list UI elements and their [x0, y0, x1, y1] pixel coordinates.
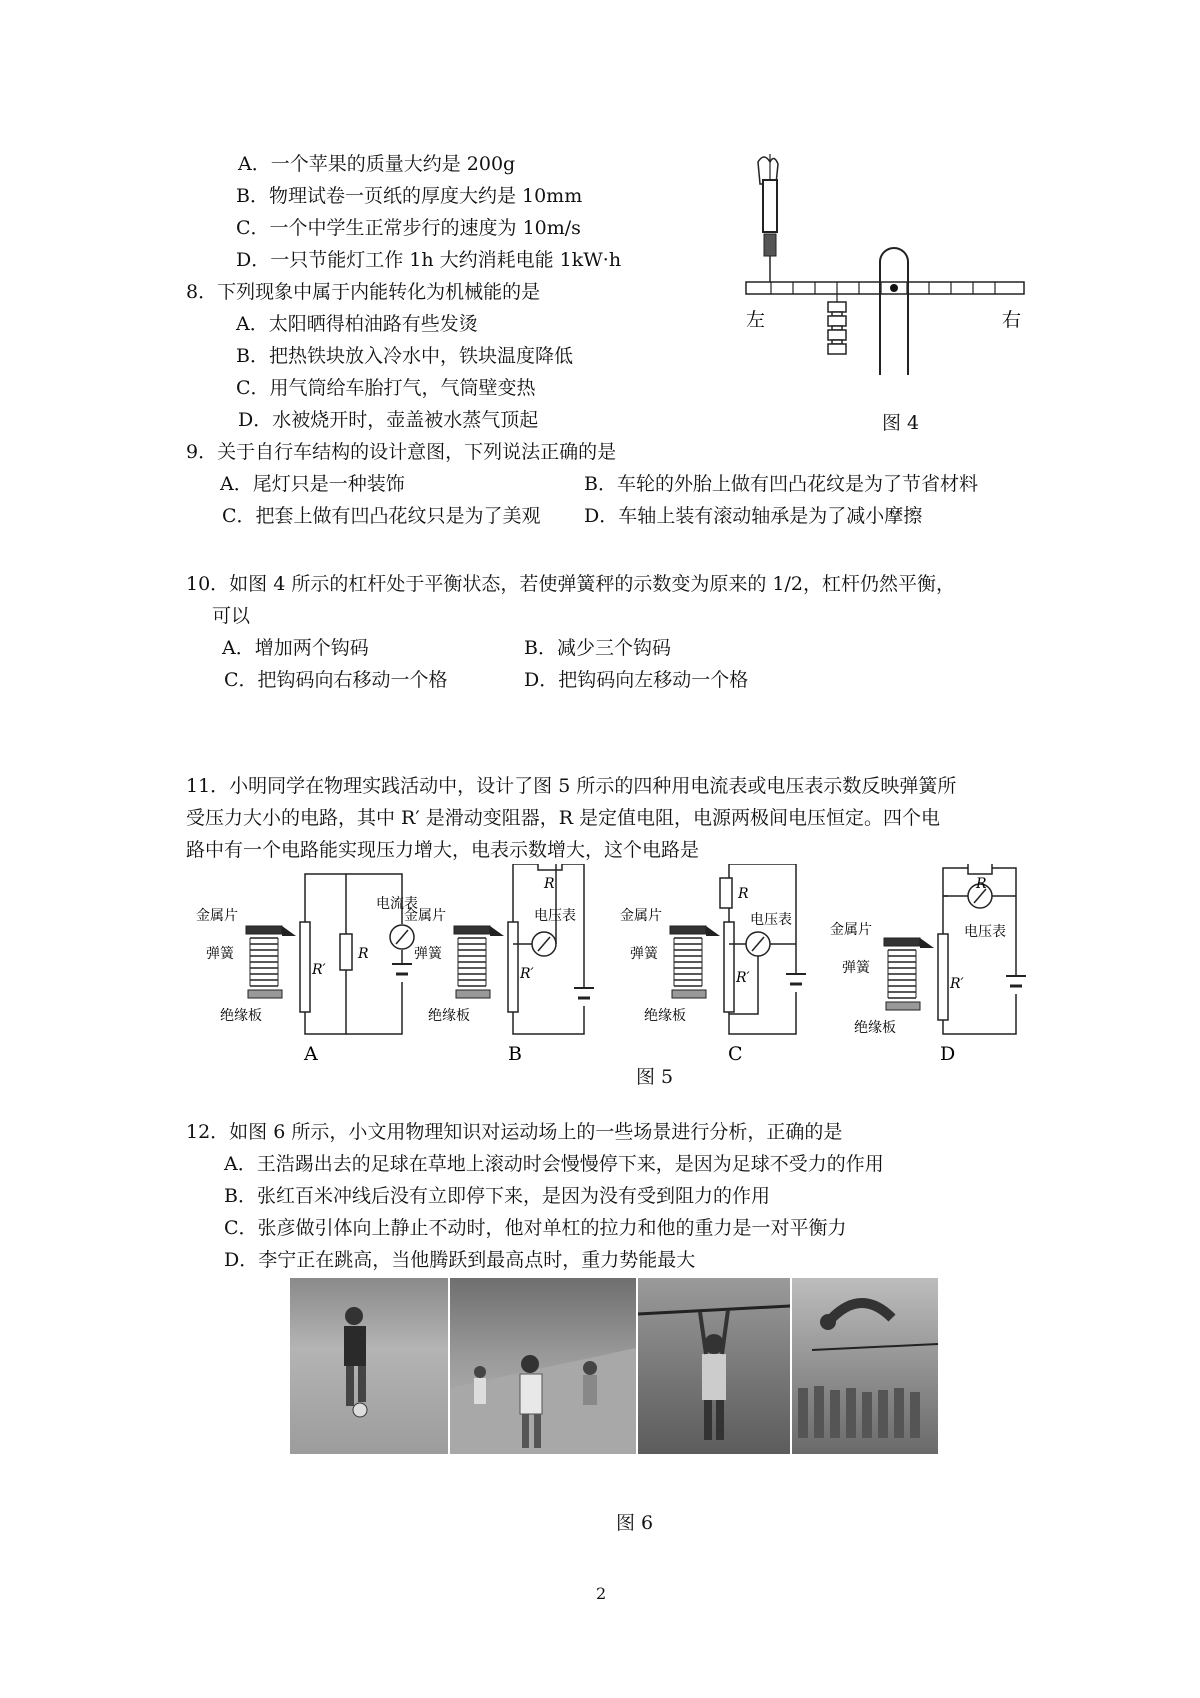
a-insulator-label: 绝缘板 — [220, 1008, 262, 1024]
c-voltmeter-label: 电压表 — [750, 912, 792, 928]
photo-high-jump — [792, 1278, 938, 1454]
q8-stem: 8．下列现象中属于内能转化为机械能的是 — [186, 281, 541, 303]
d-voltmeter-label: 电压表 — [964, 924, 1006, 940]
b-voltmeter-label: 电压表 — [534, 908, 576, 924]
a-r-label: R — [358, 946, 369, 962]
q10-option-c: C．把钩码向右移动一个格 — [224, 669, 448, 691]
q10-stem-line2: 可以 — [212, 605, 251, 627]
circuit-c — [620, 864, 806, 1064]
q9-option-a: A．尾灯只是一种装饰 — [220, 473, 405, 495]
q7-option-a: A．一个苹果的质量大约是 200g — [238, 153, 516, 175]
q7-option-d: D．一只节能灯工作 1h 大约消耗电能 1kW·h — [236, 249, 622, 271]
photo-pullup — [638, 1278, 790, 1454]
b-rprime-label: R′ — [520, 966, 534, 982]
b-metal-label: 金属片 — [404, 908, 446, 924]
q12-option-b: B．张红百米冲线后没有立即停下来，是因为没有受到阻力的作用 — [224, 1185, 770, 1207]
q7-option-b: B．物理试卷一页纸的厚度大约是 10mm — [236, 185, 583, 207]
c-insulator-label: 绝缘板 — [644, 1008, 686, 1024]
q9-option-c: C．把套上做有凹凸花纹只是为了美观 — [222, 505, 541, 527]
photo-sprint — [450, 1278, 636, 1454]
q12-option-c: C．张彦做引体向上静止不动时，他对单杠的拉力和他的重力是一对平衡力 — [224, 1217, 847, 1239]
page-number: 2 — [596, 1584, 607, 1603]
figure-5-circuits — [196, 864, 1056, 1064]
figure-4-caption: 图 4 — [882, 412, 920, 434]
q11-stem-line1: 11．小明同学在物理实践活动中，设计了图 5 所示的四种用电流表或电压表示数反映弹簧所 — [186, 775, 957, 797]
q8-option-a: A．太阳晒得柏油路有些发烫 — [236, 313, 478, 335]
q8-option-b: B．把热铁块放入冷水中，铁块温度降低 — [236, 345, 573, 367]
q10-option-a: A．增加两个钩码 — [222, 637, 369, 659]
q10-option-b: B．减少三个钩码 — [524, 637, 671, 659]
q12-option-a: A．王浩踢出去的足球在草地上滚动时会慢慢停下来，是因为足球不受力的作用 — [224, 1153, 884, 1175]
q10-option-d: D．把钩码向左移动一个格 — [524, 669, 749, 691]
q9-option-b: B．车轮的外胎上做有凹凸花纹是为了节省材料 — [584, 473, 978, 495]
d-r-label: R — [976, 876, 987, 892]
q11-stem-line2: 受压力大小的电路，其中 R′ 是滑动变阻器，R 是定值电阻，电源两极间电压恒定。四个电 — [186, 807, 941, 829]
q9-stem: 9．关于自行车结构的设计意图，下列说法正确的是 — [186, 441, 617, 463]
a-circuit-label: A — [304, 1043, 318, 1064]
b-circuit-label: B — [508, 1043, 522, 1064]
a-spring-label: 弹簧 — [206, 946, 234, 962]
circuit-b — [404, 864, 594, 1064]
d-rprime-label: R′ — [950, 976, 964, 992]
lever-diagram — [740, 150, 1030, 375]
q8-option-d: D．水被烧开时，壶盖被水蒸气顶起 — [238, 409, 539, 431]
a-metal-label: 金属片 — [196, 908, 238, 924]
lever-right-label: 右 — [1002, 309, 1022, 331]
d-insulator-label: 绝缘板 — [854, 1020, 896, 1036]
q9-option-d: D．车轴上装有滚动轴承是为了减小摩擦 — [584, 505, 923, 527]
a-ammeter-label: 电流表 — [376, 896, 418, 912]
figure-6-caption: 图 6 — [616, 1512, 654, 1534]
figure-5-caption: 图 5 — [636, 1066, 674, 1088]
b-r-label: R — [544, 876, 555, 892]
q10-stem-line1: 10．如图 4 所示的杠杆处于平衡状态，若使弹簧秤的示数变为原来的 1/2，杠杆仍然平衡， — [186, 573, 955, 595]
figure-4-lever — [740, 150, 1030, 375]
c-rprime-label: R′ — [736, 970, 750, 986]
c-circuit-label: C — [728, 1043, 743, 1064]
circuit-d — [830, 864, 1026, 1064]
c-r-label: R — [738, 886, 749, 902]
d-spring-label: 弹簧 — [842, 960, 870, 976]
q8-option-c: C．用气筒给车胎打气，气筒壁变热 — [236, 377, 536, 399]
q12-option-d: D．李宁正在跳高，当他腾跃到最高点时，重力势能最大 — [224, 1249, 696, 1271]
photo-soccer — [290, 1278, 448, 1454]
d-metal-label: 金属片 — [830, 922, 872, 938]
q12-stem: 12．如图 6 所示，小文用物理知识对运动场上的一些场景进行分析，正确的是 — [186, 1121, 843, 1143]
d-circuit-label: D — [940, 1043, 956, 1064]
lever-left-label: 左 — [746, 309, 766, 331]
circuit-a — [196, 874, 418, 1064]
b-spring-label: 弹簧 — [414, 946, 442, 962]
a-rprime-label: R′ — [312, 962, 326, 978]
c-spring-label: 弹簧 — [630, 946, 658, 962]
q7-option-c: C．一个中学生正常步行的速度为 10m/s — [236, 217, 581, 239]
b-insulator-label: 绝缘板 — [428, 1008, 470, 1024]
c-metal-label: 金属片 — [620, 908, 662, 924]
q11-stem-line3: 路中有一个电路能实现压力增大，电表示数增大，这个电路是 — [186, 839, 700, 861]
